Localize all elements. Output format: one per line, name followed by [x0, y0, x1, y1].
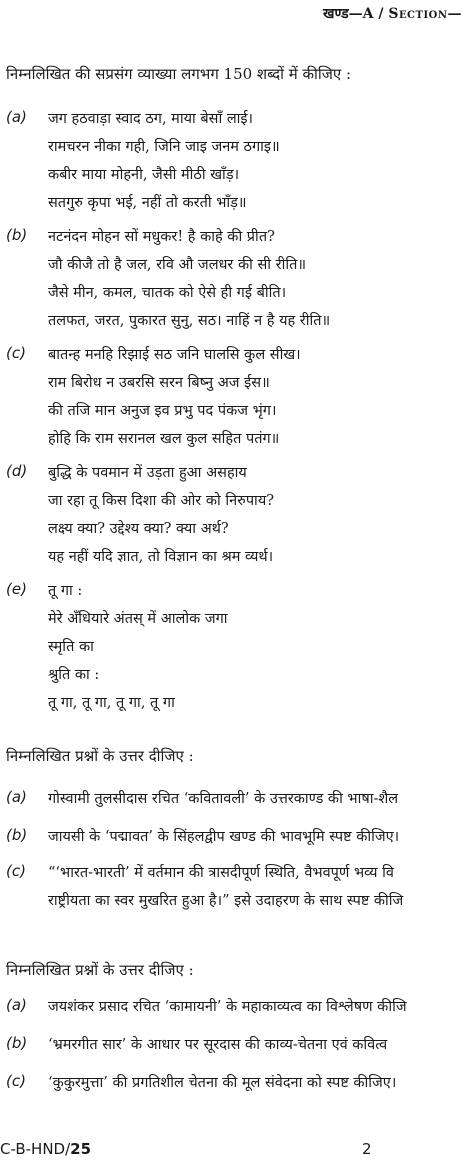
verse-line: तू गा : — [48, 583, 83, 599]
paper-code — [0, 1140, 91, 1158]
question-line: ‘कुकुरमुत्ता’ की प्रगतिशील चेतना की मूल संवेदना को स्पष्ट कीजिए। — [48, 1075, 397, 1091]
question-line: “‘भारत-भारती’ में वर्तमान की त्रासदीपूर्ण स्थिति, वैभवपूर्ण भव्य वि — [48, 865, 394, 881]
q3b-label: (b) — [6, 1034, 28, 1052]
verse-line: जग हठवाड़ा स्वाद ठग, माया बेसाँ लाई। — [48, 111, 254, 127]
q1d-label: (d) — [6, 462, 28, 480]
verse-line: नटनंदन मोहन सों मधुकर! है काहे की प्रीत? — [48, 229, 275, 245]
q1a-label: (a) — [6, 108, 27, 126]
q2b-label: (b) — [6, 826, 28, 844]
verse-line: यह नहीं यदि ज्ञात, तो विज्ञान का श्रम व्यर्थ। — [48, 549, 274, 565]
section-header — [323, 4, 462, 23]
q3-instruction: निम्नलिखित प्रश्नों के उत्तर दीजिए : — [6, 961, 194, 979]
question-line: गोस्वामी तुलसीदास रचित ‘कवितावली’ के उत्तरकाण्ड की भाषा-शैल — [48, 791, 399, 807]
verse-line: मेरे अँधियारे अंतस् में आलोक जगा — [48, 611, 228, 627]
section-header-section: Section— — [388, 6, 462, 22]
q1c-label: (c) — [6, 344, 26, 362]
paper-code-prefix: C-B-HND/ — [0, 1140, 71, 1158]
q2c-label: (c) — [6, 862, 26, 880]
verse-line: बुद्धि के पवमान में उड़ता हुआ असहाय — [48, 465, 247, 481]
q1e-label: (e) — [6, 580, 27, 598]
verse-line: लक्ष्य क्या? उद्देश्य क्या? क्या अर्थ? — [48, 521, 229, 537]
q1b-label: (b) — [6, 226, 28, 244]
q3c-label: (c) — [6, 1072, 26, 1090]
section-header-khand: खण्ड — [323, 6, 349, 22]
question-line: जायसी के ‘पद्मावत’ के सिंहलद्वीप खण्ड की भावभूमि स्पष्ट कीजिए। — [48, 829, 400, 845]
q3a-label: (a) — [6, 996, 27, 1014]
q2-instruction: निम्नलिखित प्रश्नों के उत्तर दीजिए : — [6, 747, 194, 765]
verse-line: बातन्ह मनहि रिझाई सठ जनि घालसि कुल सीख। — [48, 347, 301, 363]
question-line: राष्ट्रीयता का स्वर मुखरित हुआ है।” इसे उदाहरण के साथ स्पष्ट कीजि — [48, 893, 404, 909]
verse-line: तू गा, तू गा, तू गा, तू गा — [48, 695, 175, 711]
paper-code-year: 25 — [70, 1140, 92, 1158]
verse-line: सतगुरु कृपा भई, नहीं तो करती भाँड़॥ — [48, 195, 247, 211]
verse-line: की तजि मान अनुज इव प्रभु पद पंकज भृंग। — [48, 403, 277, 419]
page-number: 2 — [362, 1140, 372, 1158]
question-line: ‘भ्रमरगीत सार’ के आधार पर सूरदास की काव्य-चेतना एवं कवित्व — [48, 1037, 388, 1053]
verse-line: रामचरन नीका गही, जिनि जाइ जनम ठगाइ॥ — [48, 139, 280, 155]
verse-line: स्मृति का — [48, 639, 94, 655]
verse-line: जा रहा तू किस दिशा की ओर को निरुपाय? — [48, 493, 274, 509]
q1-instruction: निम्नलिखित की सप्रसंग व्याख्या लगभग 150 शब्दों में कीजिए : — [6, 65, 352, 83]
q2a-label: (a) — [6, 788, 27, 806]
verse-line: राम बिरोध न उबरसि सरन बिष्नु अज ईस॥ — [48, 375, 270, 391]
section-header-letter: —A / — [348, 6, 389, 22]
question-line: जयशंकर प्रसाद रचित ‘कामायनी’ के महाकाव्यत्व का विश्लेषण कीजि — [48, 999, 407, 1015]
verse-line: तलफत, जरत, पुकारत सुनु, सठ। नाहिं न है यह रीति॥ — [48, 313, 331, 329]
verse-line: कबीर माया मोहनी, जैसी मीठी खाँड़। — [48, 167, 240, 183]
verse-line: जैसे मीन, कमल, चातक को ऐसे ही गई बीति। — [48, 285, 287, 301]
verse-line: श्रुति का : — [48, 667, 100, 683]
verse-line: जौ कीजै तो है जल, रवि औ जलधर की सी रीति॥ — [48, 257, 307, 273]
verse-line: होहि कि राम सरानल खल कुल सहित पतंग॥ — [48, 431, 280, 447]
